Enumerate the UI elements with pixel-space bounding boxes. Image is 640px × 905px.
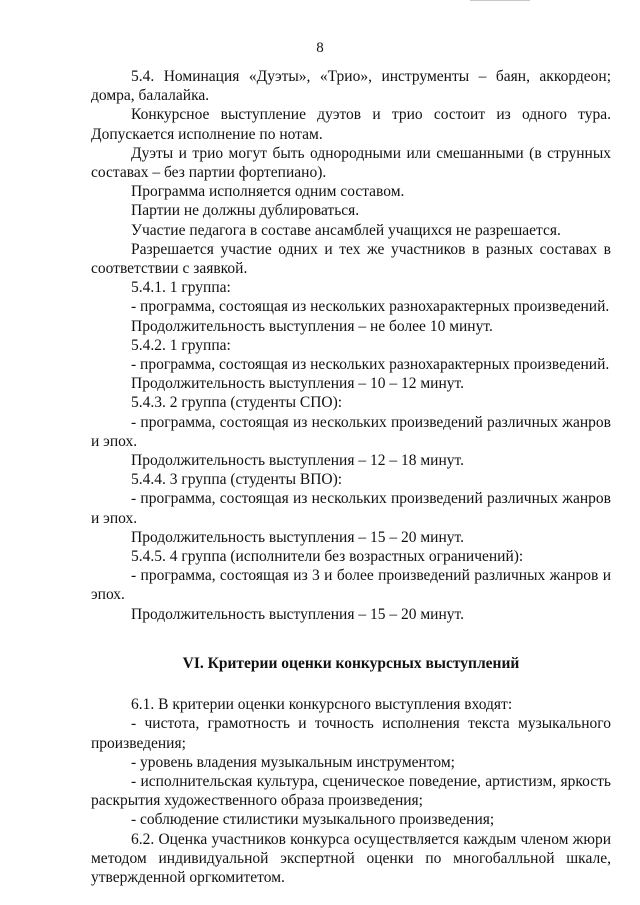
paragraph-6-1: 6.1. В критерии оценки конкурсного выступления входят: — [131, 696, 513, 714]
paragraph-5-4-2-program: - программа, состоящая из нескольких разнохарактерных произведений. — [131, 356, 610, 374]
paragraph-rounds: Конкурсное выступление дуэтов и трио состоит из одного тура. Допускается исполнение по нотам. — [91, 106, 611, 143]
paragraph-5-4-1: 5.4.1. 1 группа: — [131, 279, 231, 297]
paragraph-5-4-4-duration: Продолжительность выступления – 15 – 20 минут. — [131, 528, 464, 546]
paragraph-5-4-5-duration: Продолжительность выступления – 15 – 20 минут. — [131, 605, 464, 623]
document-body — [91, 67, 611, 887]
paragraph-5-4-3-duration: Продолжительность выступления – 12 – 18 минут. — [131, 452, 464, 470]
criterion-purity: - чистота, грамотность и точность исполнения текста музыкального произведения; — [91, 715, 611, 752]
scan-mark — [470, 0, 530, 1]
page-number: 8 — [316, 40, 324, 56]
paragraph-5-4-2-duration: Продолжительность выступления – 10 – 12 минут. — [131, 375, 464, 393]
paragraph-5-4: 5.4. Номинация «Дуэты», «Трио», инструменты – баян, аккордеон; домра, балалайка. — [91, 68, 611, 105]
paragraph-5-4-4-program: - программа, состоящая из нескольких произведений различных жанров и эпох. — [91, 490, 611, 527]
criterion-mastery: - уровень владения музыкальным инструментом; — [131, 753, 455, 771]
paragraph-5-4-3-program: - программа, состоящая из нескольких произведений различных жанров и эпох. — [91, 413, 611, 450]
section-heading: VI. Критерии оценки конкурсных выступлений — [182, 654, 520, 672]
paragraph-5-4-5: 5.4.5. 4 группа (исполнители без возрастных ограничений): — [131, 548, 524, 566]
paragraph-teacher: Участие педагога в составе ансамблей учащихся не разрешается. — [131, 221, 561, 239]
paragraph-6-2: 6.2. Оценка участников конкурса осуществляется каждым членом жюри методом индивидуальной экспертной оценки по многобалльной шкале, утвержденной оргкомитетом. — [91, 830, 611, 886]
paragraph-5-4-1-program: - программа, состоящая из нескольких разнохарактерных произведений. — [131, 298, 610, 316]
paragraph-multiple-lineups: Разрешается участие одних и тех же участников в разных составах в соответствии с заявкой. — [91, 240, 611, 278]
paragraph-5-4-1-duration: Продолжительность выступления – не более 10 минут. — [131, 317, 493, 335]
paragraph-5-4-4: 5.4.4. 3 группа (студенты ВПО): — [131, 471, 343, 489]
criterion-culture: - исполнительская культура, сценическое поведение, артистизм, яркость раскрытия художественного образа произведения; — [91, 772, 611, 810]
paragraph-one-lineup: Программа исполняется одним составом. — [131, 183, 405, 201]
paragraph-5-4-3: 5.4.3. 2 группа (студенты СПО): — [131, 394, 343, 412]
paragraph-composition: Дуэты и трио могут быть однородными или смешанными (в струнных составах – без партии фортепиано). — [91, 144, 611, 182]
paragraph-5-4-2: 5.4.2. 1 группа: — [131, 336, 231, 354]
criterion-style: - соблюдение стилистики музыкального произведения; — [131, 811, 495, 829]
paragraph-5-4-5-program: - программа, состоящая из 3 и более произведений различных жанров и эпох. — [91, 567, 611, 604]
paragraph-no-duplication: Партии не должны дублироваться. — [131, 202, 360, 220]
